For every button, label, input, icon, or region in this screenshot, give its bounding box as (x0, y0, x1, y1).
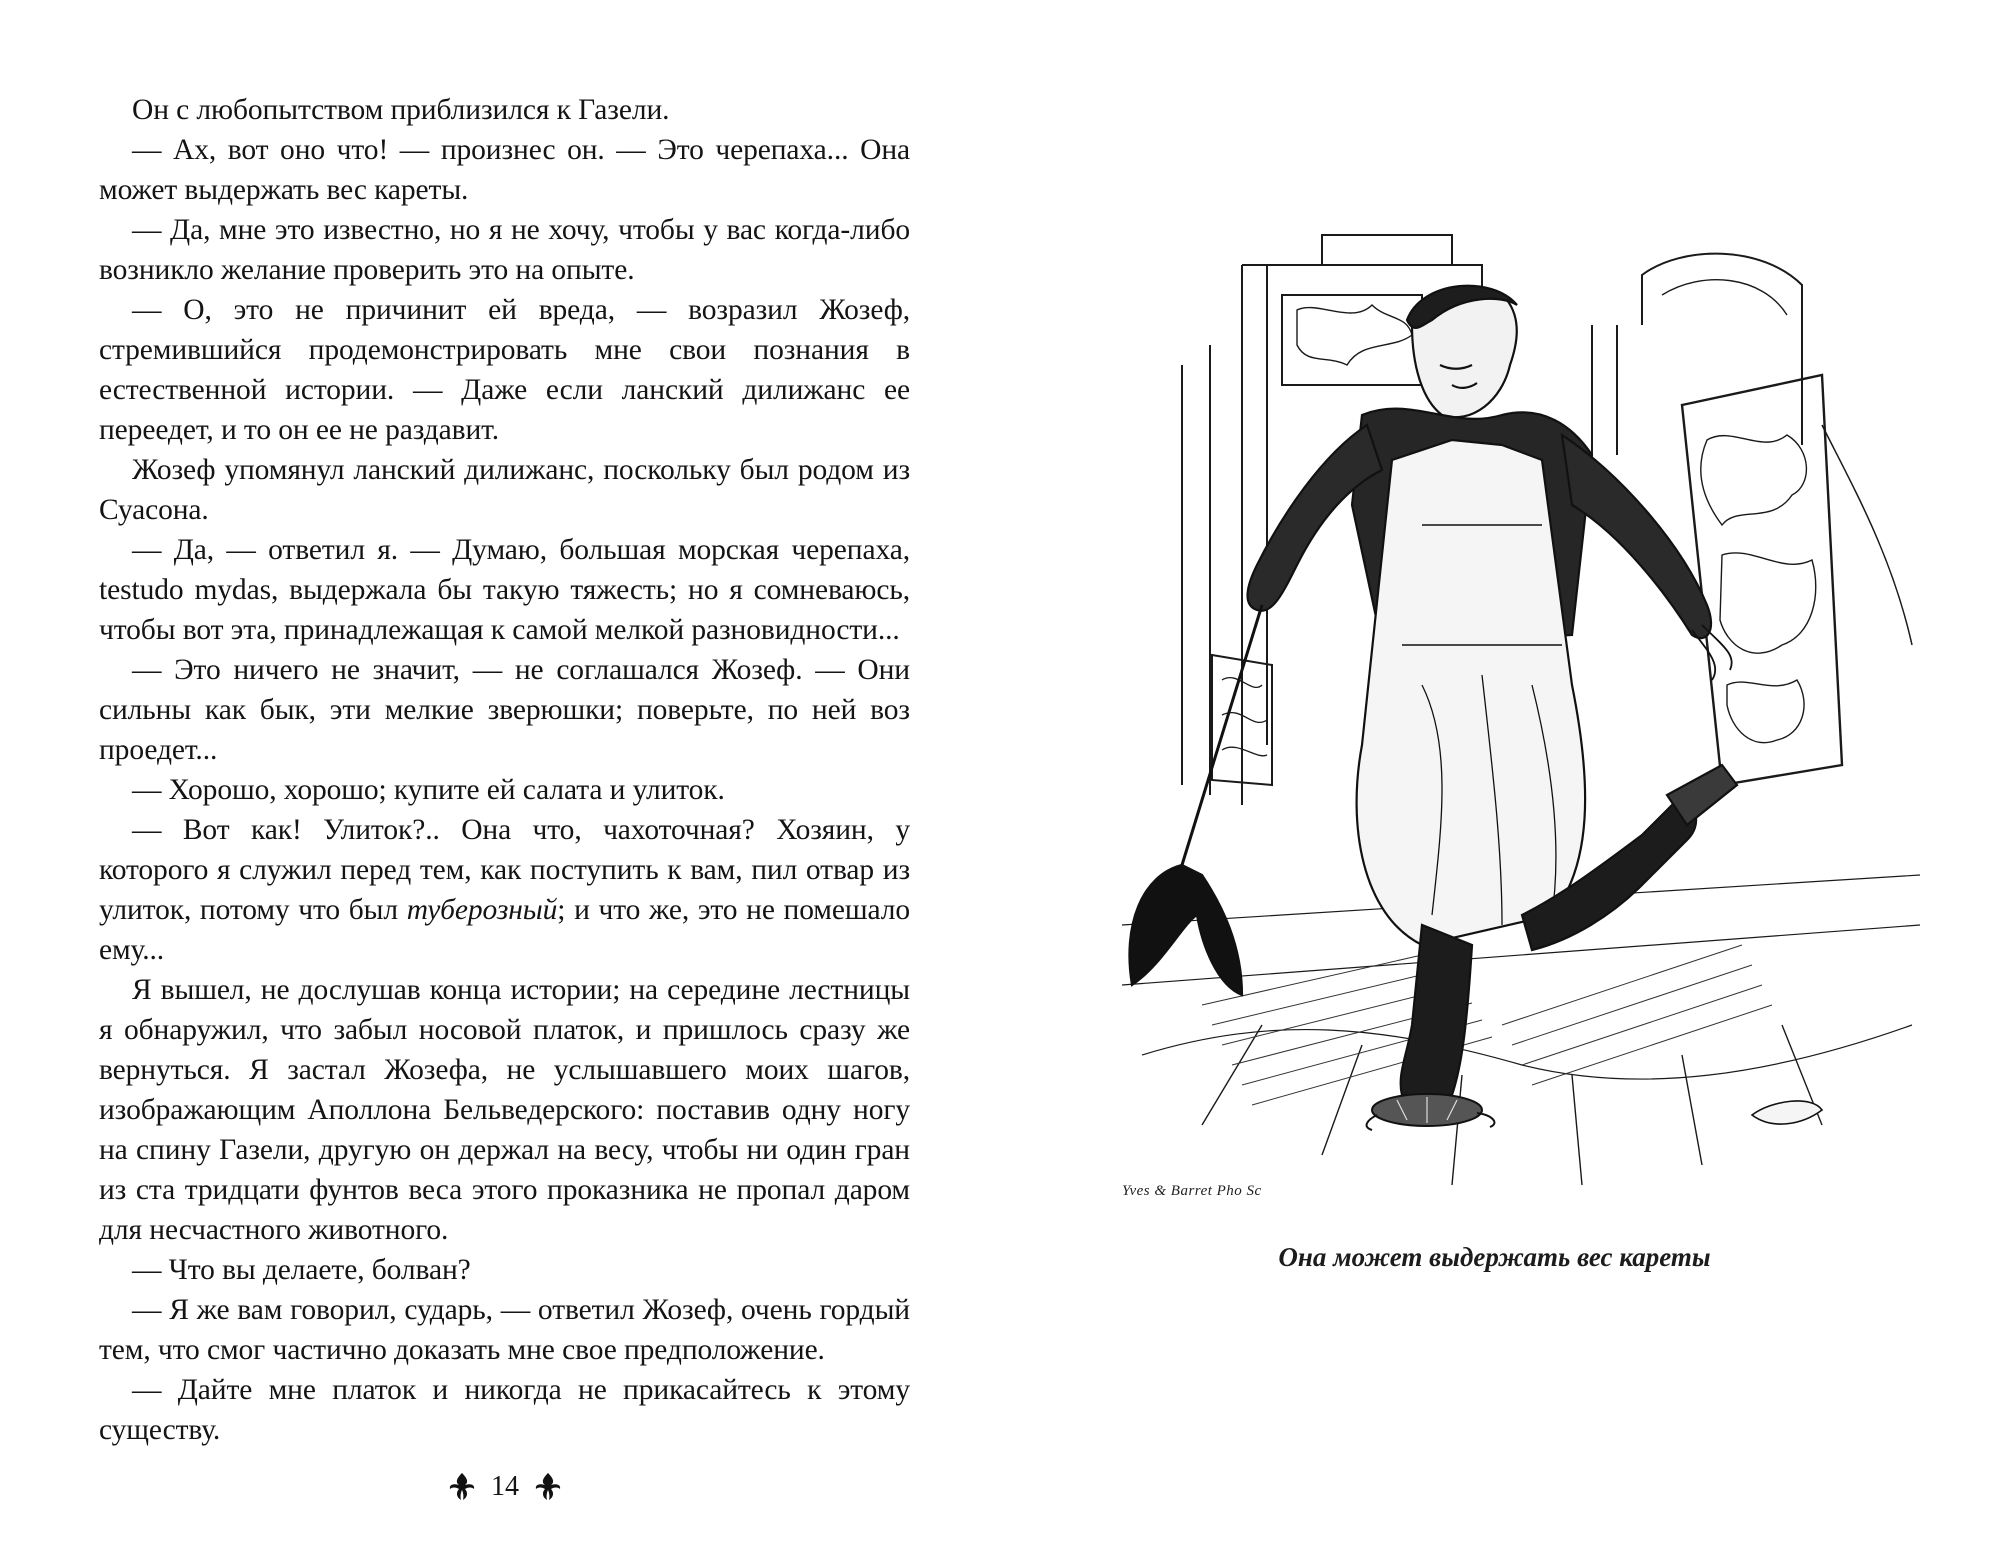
right-page (1000, 0, 1989, 1546)
paragraph-6: — Да, — ответил я. — Думаю, большая морская черепаха, testudo mydas, выдержала бы такую тяжесть; но я сомневаюсь, чтобы вот эта, принадлежащая к самой мелкой разновидности... (99, 534, 910, 646)
paragraph-8: — Хорошо, хорошо; купите ей салата и улиток. (132, 774, 725, 806)
italic-word: туберозный (406, 894, 558, 926)
engraver-signature: Yves & Barret Pho Sc (1122, 1183, 1262, 1199)
paragraph-9-end: ; и что же, это не помешало ему... (99, 894, 910, 966)
paragraph-9 (99, 810, 910, 970)
paragraph-10: Я вышел, не дослушав конца истории; на середине лестницы я обнаружил, что забыл носовой платок, и пришлось сразу же вернуться. Я застал Жозефа, не услышавшего моих шагов, изображающим Аполлона Бельведерского: поставив одну ногу на спину Газели, другую он держал на весу, чтобы ни один гран из ста тридцати фунтов веса этого проказника не пропал даром для несчастного животного. (99, 974, 910, 1246)
servant-standing-on-tortoise-engraving (1122, 225, 1920, 1225)
page-number-block (440, 1464, 570, 1510)
fleuron-right-icon (533, 1470, 563, 1504)
left-page-text (99, 90, 910, 1450)
paragraph-7: — Это ничего не значит, — не соглашался Жозеф. — Они сильны как бык, эти мелкие зверюшки; поверьте, по ней воз проедет... (99, 654, 910, 766)
fleuron-left-icon (447, 1470, 477, 1504)
paragraph-5: Жозеф упомянул ланский дилижанс, поскольку был родом из Суасона. (99, 454, 910, 526)
page-number: 14 (491, 1471, 519, 1502)
paragraph-12: — Я же вам говорил, сударь, — ответил Жозеф, очень гордый тем, что смог частично доказать мне свое предположение. (99, 1294, 910, 1366)
paragraph-4: — О, это не причинит ей вреда, — возразил Жозеф, стремившийся продемонстрировать мне свои познания в естественной истории. — Даже если ланский дилижанс ее переедет, и то он ее не раздавит. (99, 294, 910, 446)
illustration-caption: Она может выдержать вес кареты (1278, 1242, 1711, 1272)
paragraph-13: — Дайте мне платок и никогда не прикасайтесь к этому существу. (99, 1374, 910, 1446)
engraving-illustration (1122, 225, 1920, 1245)
paragraph-3: — Да, мне это известно, но я не хочу, чтобы у вас когда-либо возникло желание проверить это на опыте. (99, 214, 910, 286)
paragraph-2: — Ах, вот оно что! — произнес он. — Это черепаха... Она может выдержать вес кареты. (99, 134, 910, 206)
paragraph-11: — Что вы делаете, болван? (132, 1254, 471, 1286)
paragraph-9-start: — Вот как! Улиток?.. Она что, чахоточная? Хозяин, у которого я служил перед тем, как поступить к вам, пил отвар из улиток, потому что был (99, 814, 910, 926)
paragraph-1: Он с любопытством приблизился к Газели. (132, 94, 670, 126)
